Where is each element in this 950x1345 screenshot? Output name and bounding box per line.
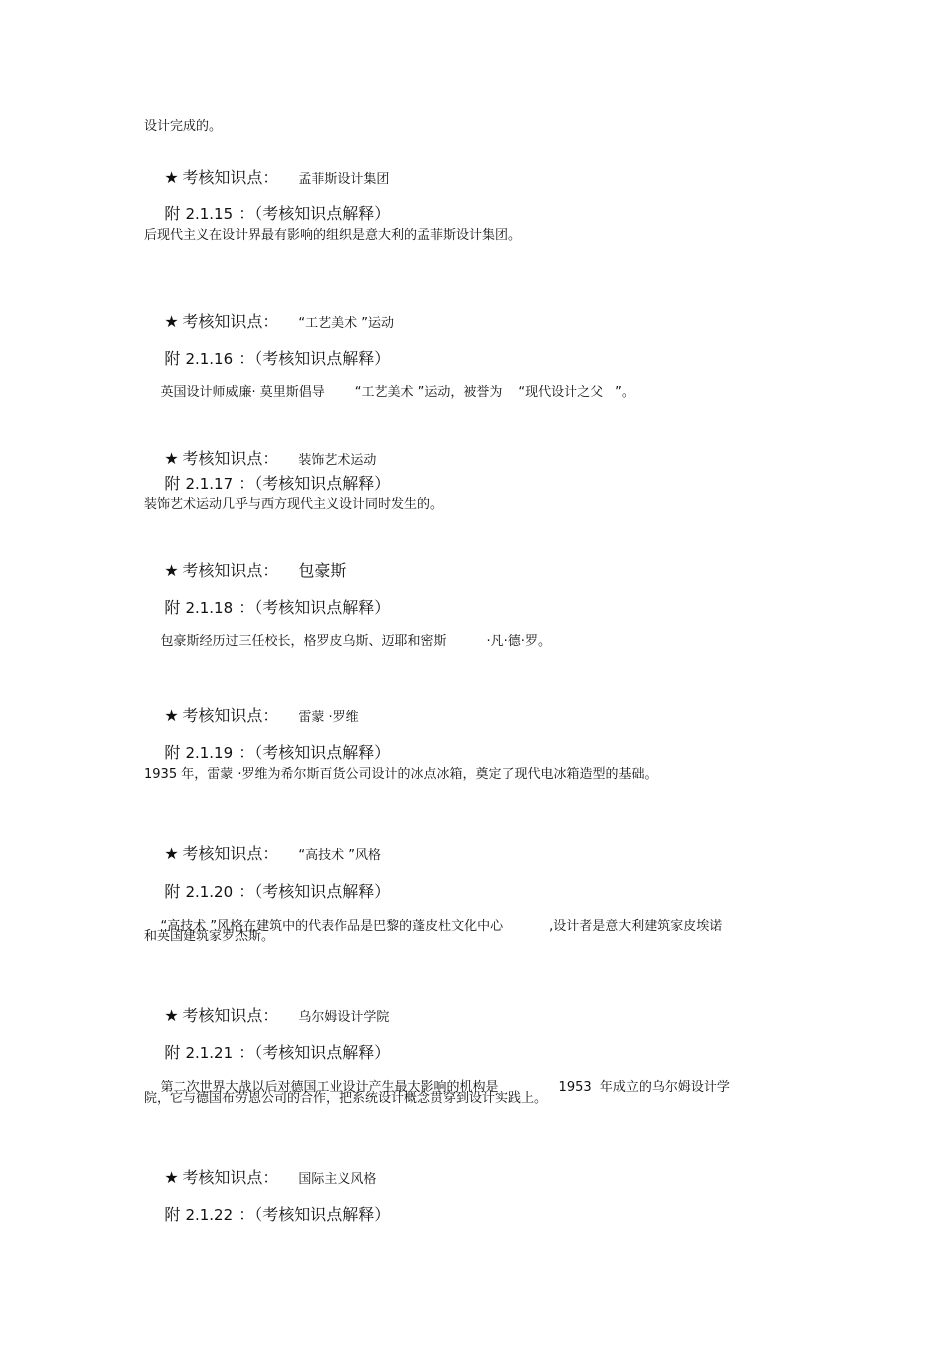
- kp-topic: “高技术 ”风格: [298, 848, 381, 863]
- appendix-heading: 附 2.1.21 ：（考核知识点解释）: [164, 1043, 391, 1062]
- star-icon: ★: [164, 1168, 179, 1187]
- explanation-text: 装饰艺术运动几乎与西方现代主义设计同时发生的。: [144, 497, 444, 512]
- appendix-number: 2.1.16: [185, 350, 234, 368]
- explanation-text-continued: 院，它与德国布劳恩公司的合作，把系统设计概念贯穿到设计实践上。: [144, 1091, 548, 1106]
- appendix-heading: 附 2.1.15 ：（考核知识点解释）: [164, 204, 391, 223]
- kp-label: 考核知识点：: [182, 1006, 279, 1025]
- appendix-number: 2.1.17: [185, 475, 234, 493]
- star-icon: ★: [164, 449, 179, 468]
- appendix-number: 2.1.21: [185, 1044, 234, 1062]
- kp-topic: 孟菲斯设计集团: [298, 172, 390, 187]
- star-icon: ★: [164, 168, 179, 187]
- star-icon: ★: [164, 844, 179, 863]
- intro-fragment: 设计完成的。: [144, 119, 223, 134]
- kp-label: 考核知识点：: [182, 168, 279, 187]
- kp-topic: 包豪斯: [298, 561, 347, 580]
- kp-label: 考核知识点：: [182, 561, 279, 580]
- star-icon: ★: [164, 561, 179, 580]
- appendix-number: 2.1.20: [185, 883, 234, 901]
- kp-label: 考核知识点：: [182, 1168, 279, 1187]
- kp-label: 考核知识点：: [182, 706, 279, 725]
- appendix-number: 2.1.18: [185, 599, 234, 617]
- appendix-number: 2.1.22: [185, 1206, 234, 1224]
- star-icon: ★: [164, 706, 179, 725]
- kp-label: 考核知识点：: [182, 312, 279, 331]
- appendix-heading: 附 2.1.18 ：（考核知识点解释）: [164, 598, 391, 617]
- explanation-text-continued: 和英国建筑家罗杰斯。: [144, 929, 275, 944]
- appendix-heading: 附 2.1.19 ：（考核知识点解释）: [164, 743, 391, 762]
- explanation-text: 包豪斯经历过三任校长，格罗皮乌斯、迈耶和密斯 ·凡·德·罗。: [160, 634, 551, 649]
- star-icon: ★: [164, 1006, 179, 1025]
- appendix-number: 2.1.19: [185, 744, 234, 762]
- appendix-heading: 附 2.1.16 ：（考核知识点解释）: [164, 349, 391, 368]
- kp-label: 考核知识点：: [182, 844, 279, 863]
- kp-topic: “工艺美术 ”运动: [298, 316, 394, 331]
- explanation-text: 英国设计师威廉· 莫里斯倡导 “工艺美术 ”运动，被誉为 “现代设计之父 ”。: [160, 385, 635, 400]
- appendix-heading: 附 2.1.20 ：（考核知识点解释）: [164, 882, 391, 901]
- appendix-number: 2.1.15: [185, 205, 234, 223]
- appendix-heading: 附 2.1.17 ：（考核知识点解释）: [164, 474, 391, 493]
- explanation-text: 后现代主义在设计界最有影响的组织是意大利的孟菲斯设计集团。: [144, 228, 522, 243]
- explanation-text: 第二次世界大战以后对德国工业设计产生最大影响的机构是 1953 年成立的乌尔姆设计学: [160, 1080, 730, 1095]
- explanation-text: 1935 年，雷蒙 ·罗维为希尔斯百货公司设计的冰点冰箱，奠定了现代电冰箱造型的基础。: [144, 767, 658, 782]
- kp-topic: 乌尔姆设计学院: [298, 1010, 390, 1025]
- kp-topic: 国际主义风格: [298, 1172, 377, 1187]
- explanation-text: “高技术 ”风格在建筑中的代表作品是巴黎的蓬皮杜文化中心 ,设计者是意大利建筑家皮埃诺: [160, 919, 723, 934]
- kp-label: 考核知识点：: [182, 449, 279, 468]
- appendix-heading: 附 2.1.22 ：（考核知识点解释）: [164, 1205, 391, 1224]
- star-icon: ★: [164, 312, 179, 331]
- kp-topic: 装饰艺术运动: [298, 453, 377, 468]
- kp-topic: 雷蒙 ·罗维: [298, 710, 359, 725]
